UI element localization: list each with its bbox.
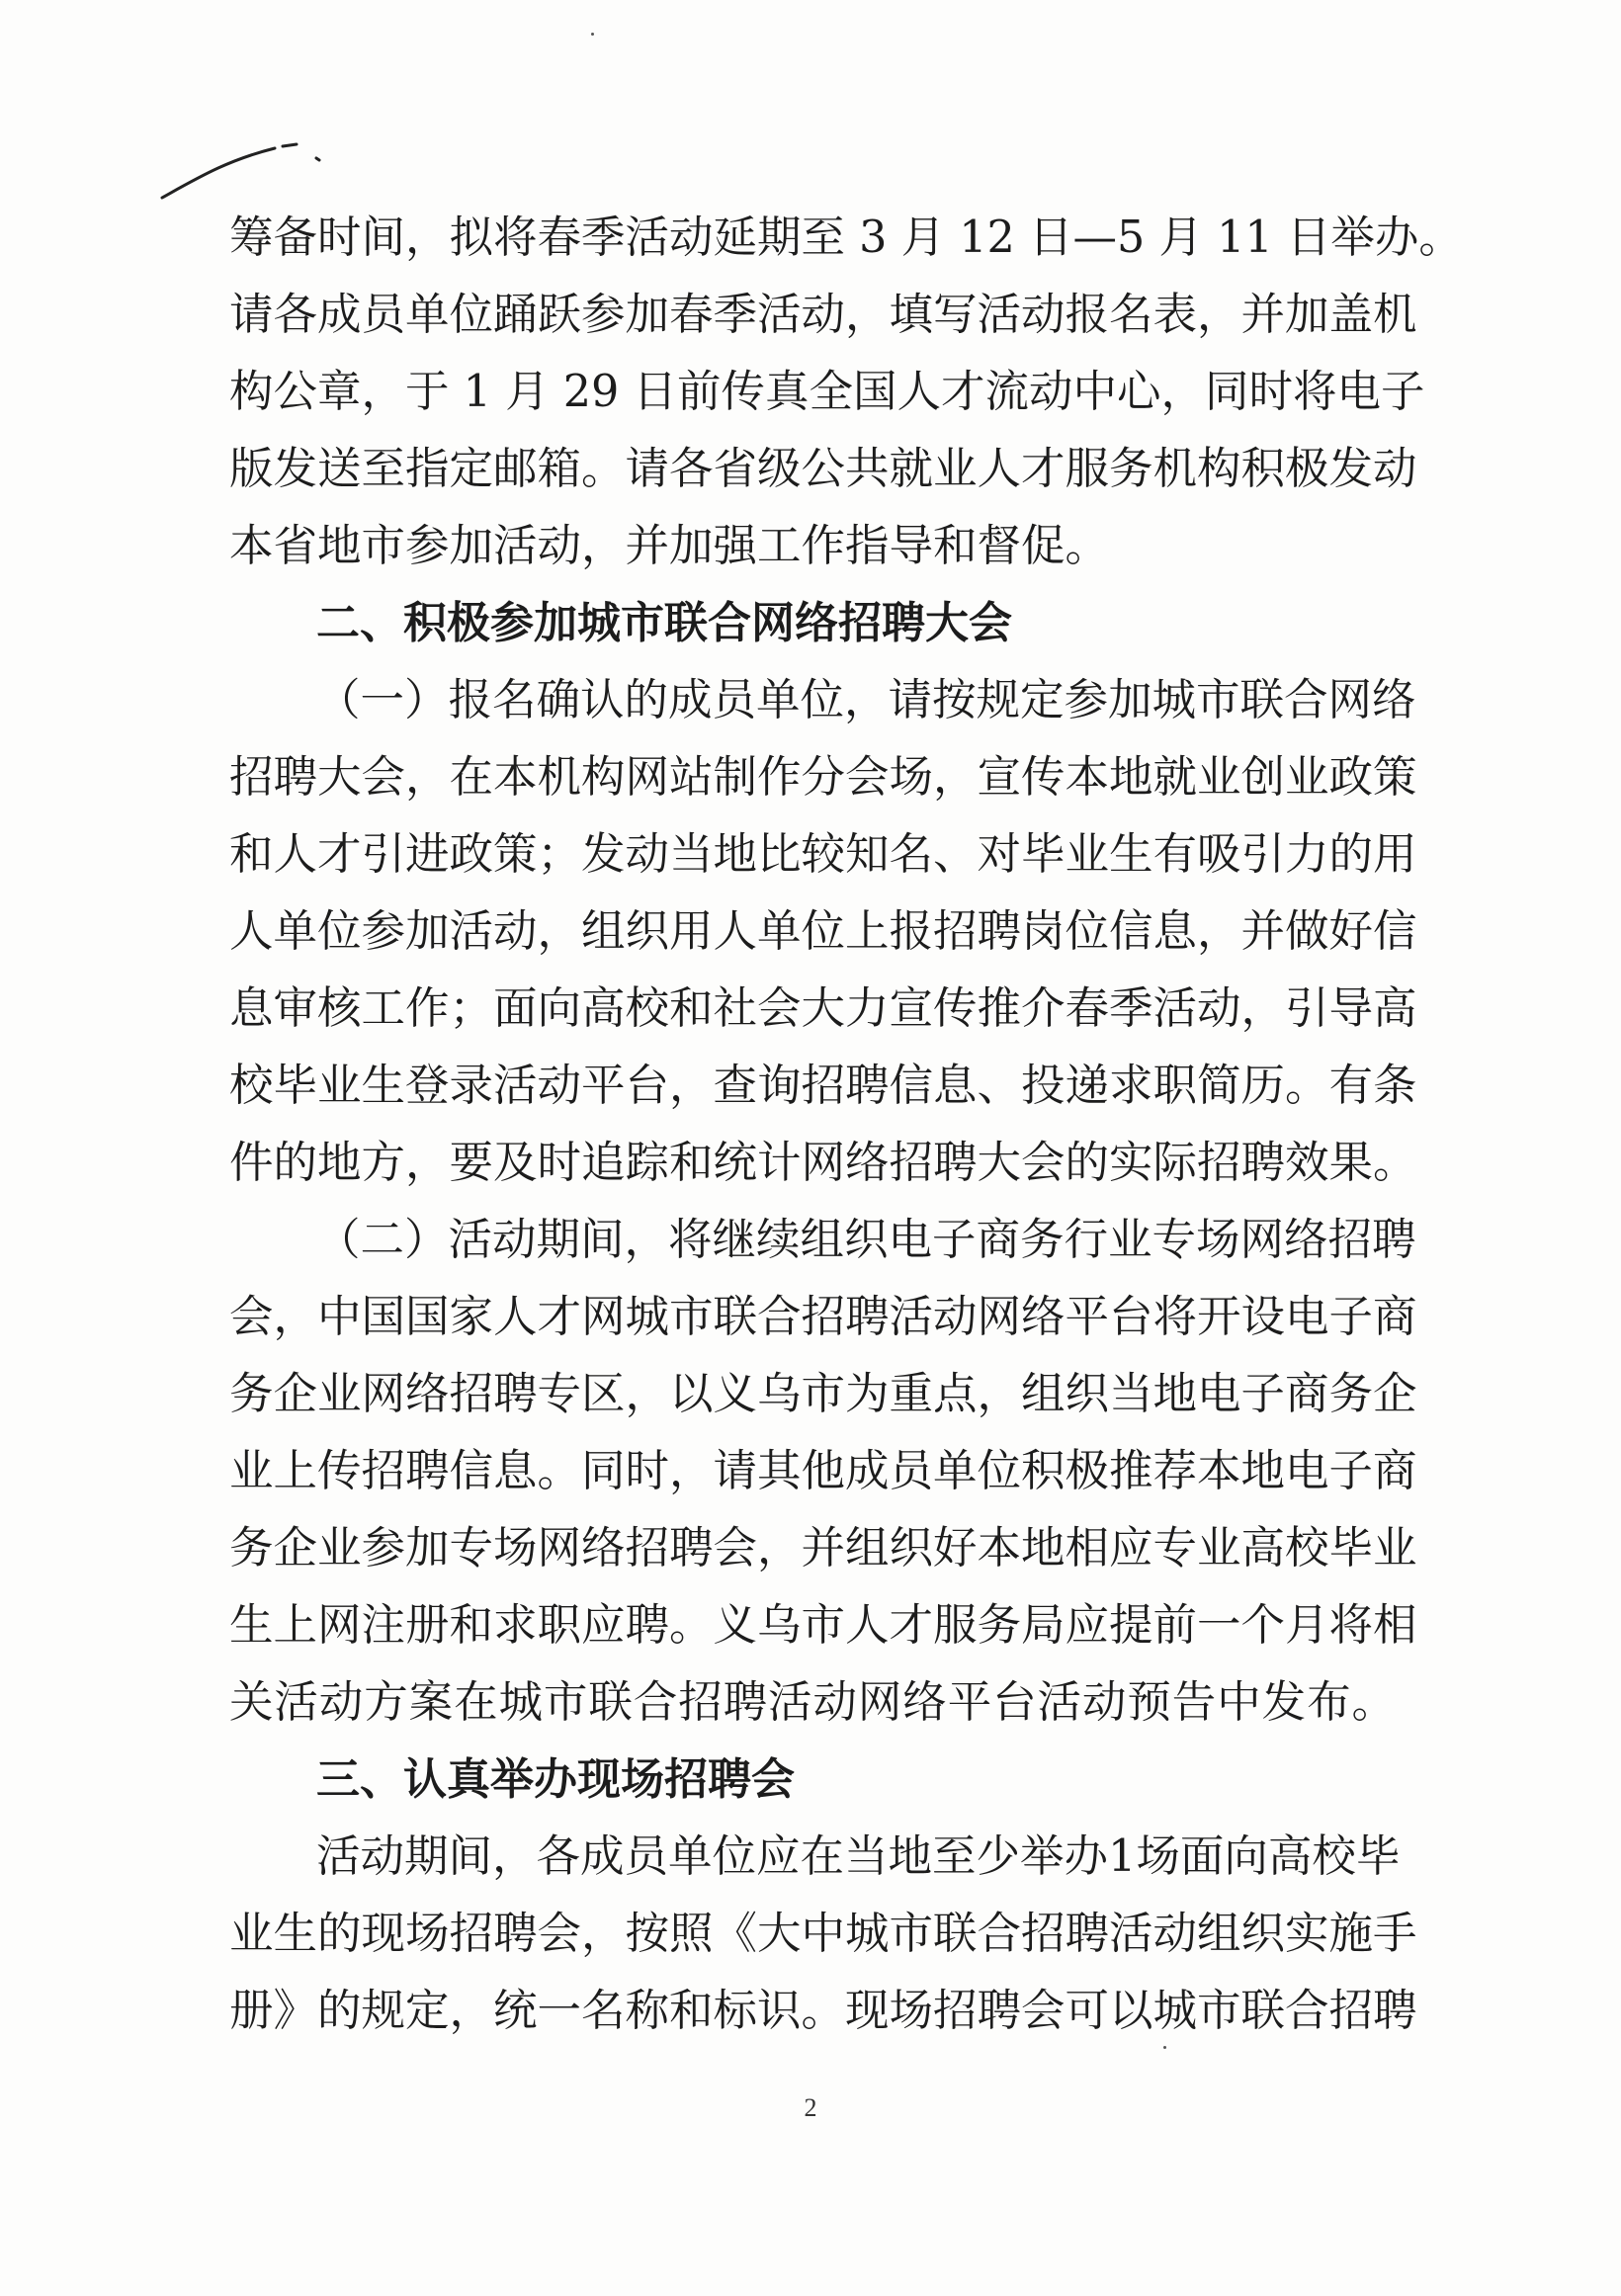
handwritten-pen-mark (158, 138, 326, 208)
text-line: 和人才引进政策；发动当地比较知名、对毕业生有吸引力的用 (229, 829, 1417, 880)
text-line: （一）报名确认的成员单位，请按规定参加城市联合网络 (316, 675, 1416, 725)
text-line: 务企业参加专场网络招聘会，并组织好本地相应专业高校毕业 (229, 1523, 1417, 1573)
section-heading: 二、积极参加城市联合网络招聘大会 (316, 598, 1012, 648)
text-line: 关活动方案在城市联合招聘活动网络平台活动预告中发布。 (229, 1677, 1396, 1728)
text-line: 校毕业生登录活动平台，查询招聘信息、投递求职简历。有条 (229, 1061, 1417, 1111)
text-line: 活动期间，各成员单位应在当地至少举办1场面向高校毕 (316, 1831, 1401, 1882)
scan-speck (591, 33, 594, 36)
text-line: 本省地市参加活动，并加强工作指导和督促。 (229, 521, 1110, 571)
page-number: 2 (804, 2093, 817, 2122)
text-line: 人单位参加活动，组织用人单位上报招聘岗位信息，并做好信 (229, 906, 1417, 957)
text-line: （二）活动期间，将继续组织电子商务行业专场网络招聘 (316, 1215, 1416, 1265)
text-line: 构公章，于 1 月 29 日前传真全国人才流动中心，同时将电子 (229, 367, 1425, 417)
text-line: 生上网注册和求职应聘。义乌市人才服务局应提前一个月将相 (229, 1600, 1417, 1651)
text-line: 请各成员单位踊跃参加春季活动，填写活动报名表，并加盖机 (229, 290, 1417, 340)
text-line: 件的地方，要及时追踪和统计网络招聘大会的实际招聘效果。 (229, 1138, 1417, 1188)
text-line: 版发送至指定邮箱。请各省级公共就业人才服务机构积极发动 (229, 444, 1417, 494)
text-line: 招聘大会，在本机构网站制作分会场，宣传本地就业创业政策 (229, 752, 1417, 803)
text-line: 会，中国国家人才网城市联合招聘活动网络平台将开设电子商 (229, 1292, 1417, 1342)
text-line: 业上传招聘信息。同时，请其他成员单位积极推荐本地电子商 (229, 1446, 1417, 1496)
text-line: 筹备时间，拟将春季活动延期至 3 月 12 日—5 月 11 日举办。 (229, 213, 1463, 263)
text-line: 册》的规定，统一名称和标识。现场招聘会可以城市联合招聘 (229, 1986, 1417, 2036)
text-line: 务企业网络招聘专区，以义乌市为重点，组织当地电子商务企 (229, 1369, 1417, 1419)
section-heading: 三、认真举办现场招聘会 (316, 1754, 795, 1805)
text-line: 业生的现场招聘会，按照《大中城市联合招聘活动组织实施手 (229, 1909, 1417, 1959)
text-line: 息审核工作；面向高校和社会大力宣传推介春季活动，引导高 (229, 983, 1417, 1034)
